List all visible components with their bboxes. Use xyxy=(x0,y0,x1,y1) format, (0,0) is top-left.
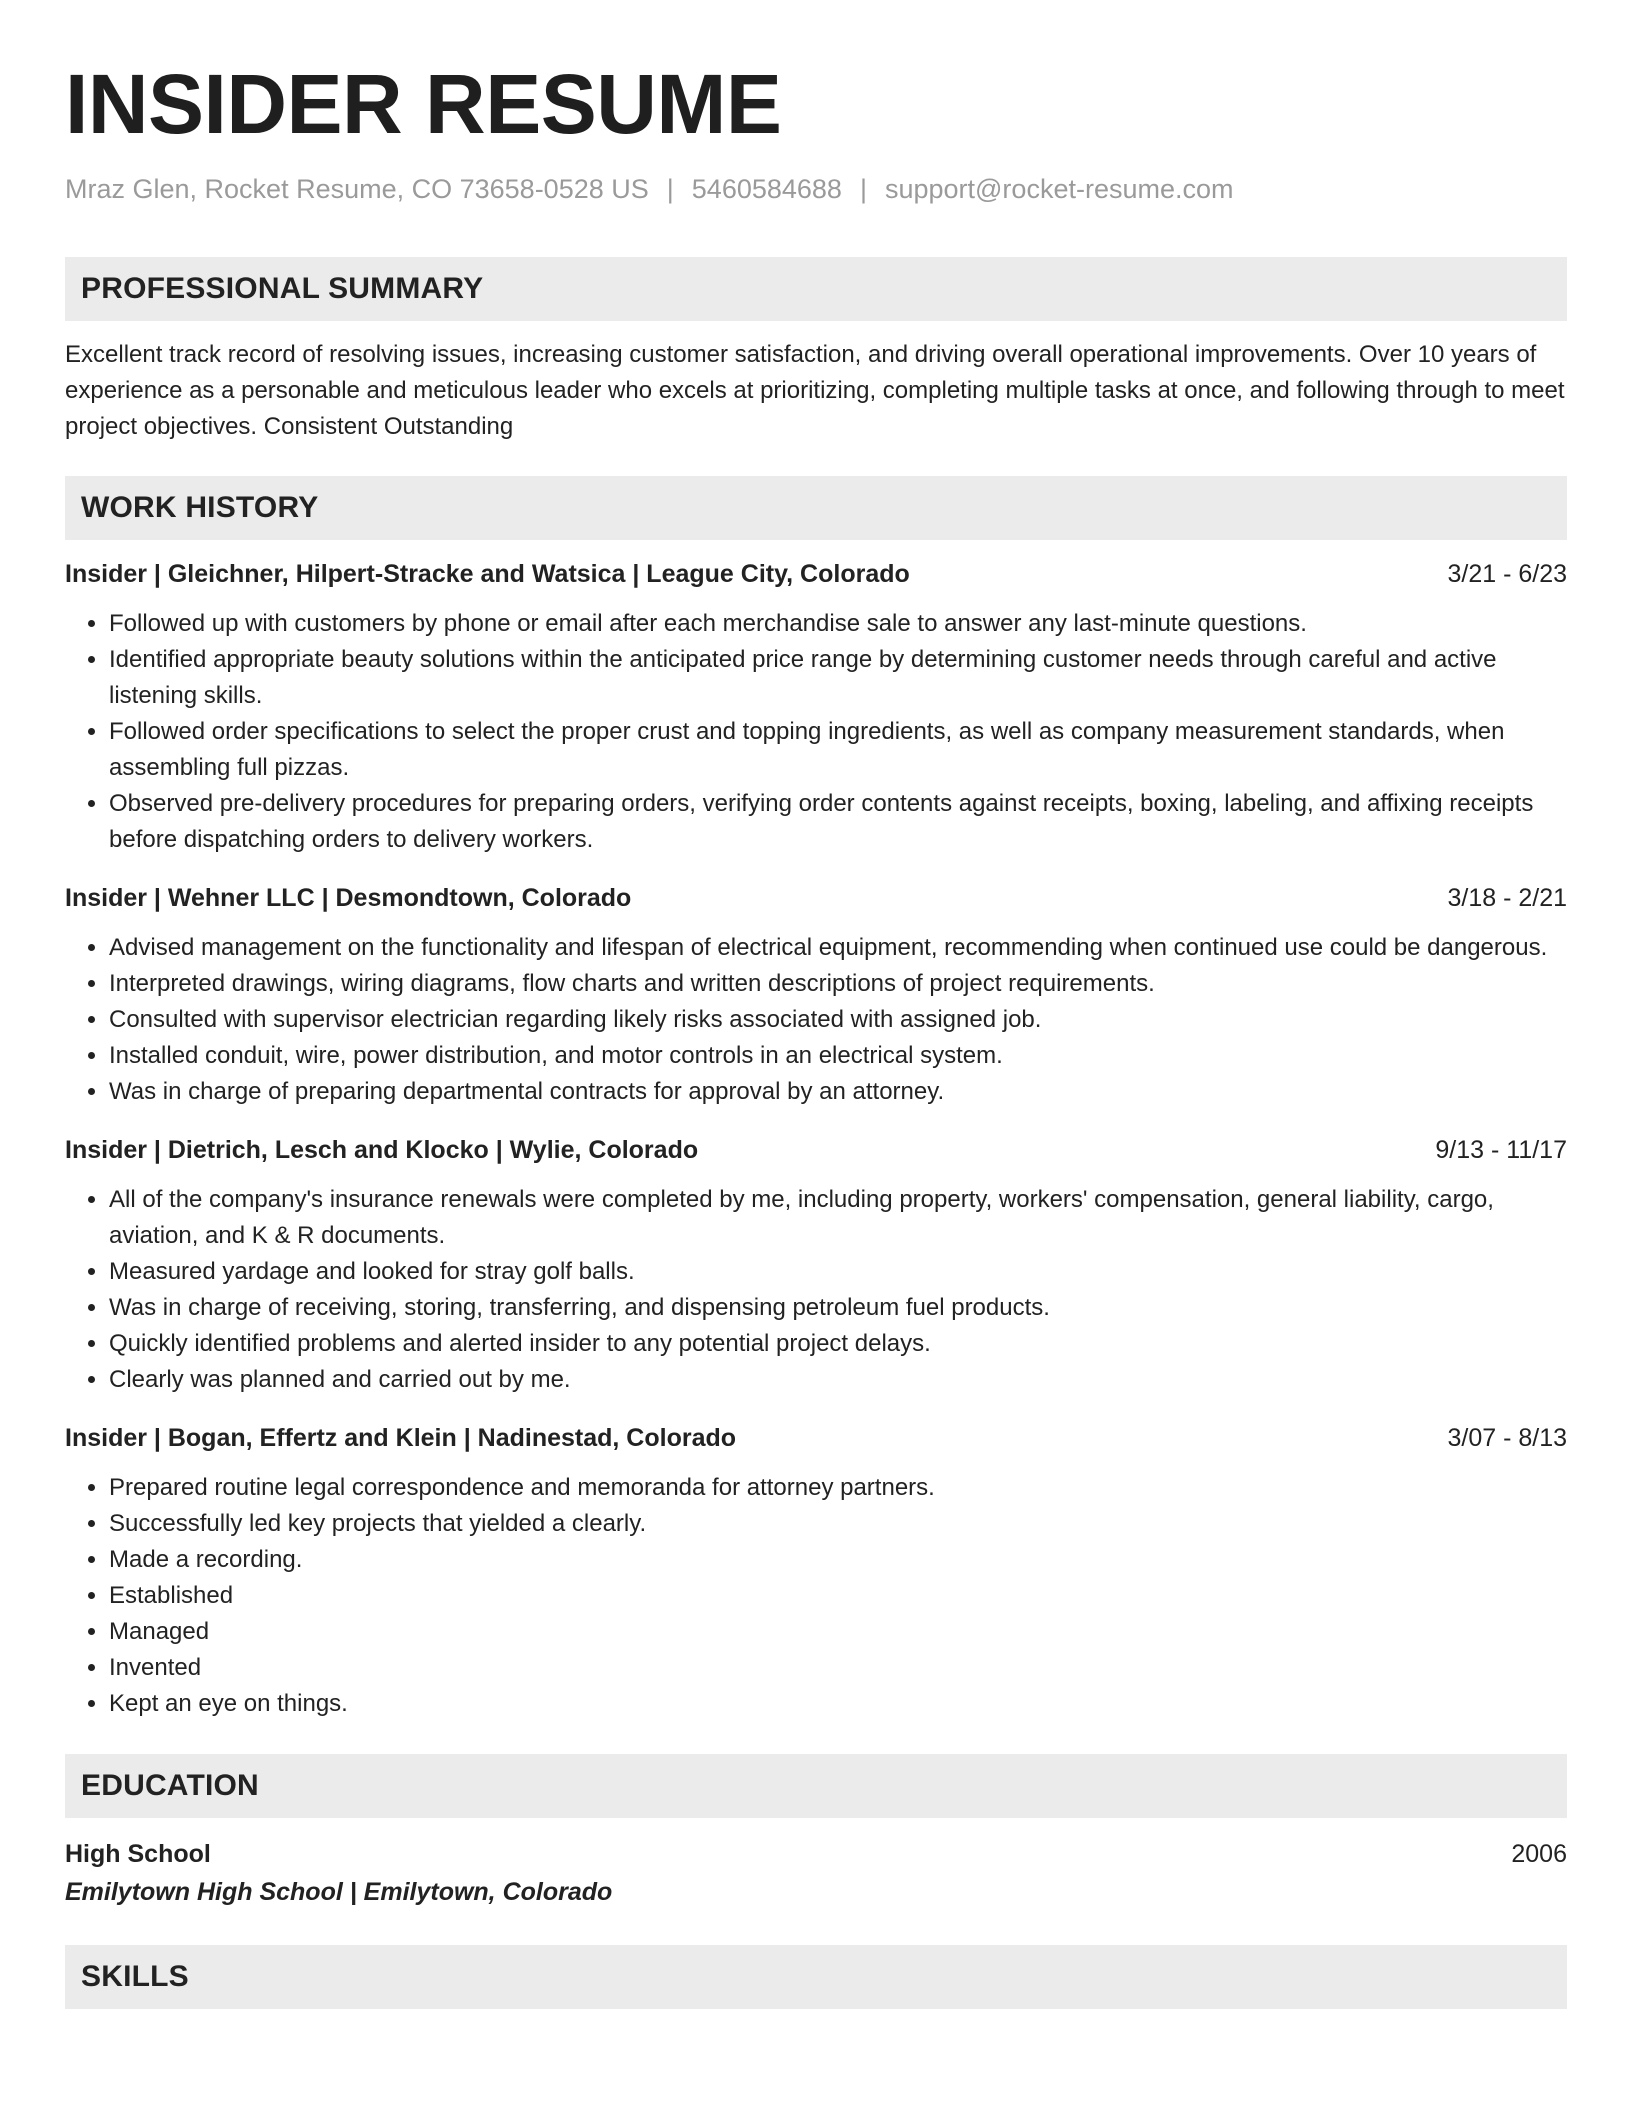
job-header xyxy=(65,882,1567,914)
job-bullet: • Followed up with customers by phone or email after each merchandise sale to answer any last-minute questions. xyxy=(109,606,1567,642)
job-entry xyxy=(65,1134,1567,1398)
job-dates: 3/18 - 2/21 xyxy=(1447,884,1567,913)
job-title: Insider | Dietrich, Lesch and Klocko | Wylie, Colorado xyxy=(65,1136,699,1165)
section-header-summary: PROFESSIONAL SUMMARY xyxy=(65,257,1567,321)
contact-line xyxy=(65,172,1567,207)
job-bullet: • Clearly was planned and carried out by me. xyxy=(109,1362,1567,1398)
job-bullet: • Followed order specifications to select the proper crust and topping ingredients, as well as company measurement standards, when assembling full pizzas. xyxy=(109,714,1567,786)
job-bullet: • Made a recording. xyxy=(109,1542,1567,1578)
job-bullet: • Measured yardage and looked for stray golf balls. xyxy=(109,1254,1567,1290)
job-bullets xyxy=(65,1182,1567,1398)
job-bullet: • Established xyxy=(109,1578,1567,1614)
section-header-education: EDUCATION xyxy=(65,1754,1567,1818)
education-year: 2006 xyxy=(1511,1840,1567,1869)
job-bullet: • Was in charge of preparing departmental contracts for approval by an attorney. xyxy=(109,1074,1567,1110)
job-bullet: • Prepared routine legal correspondence and memoranda for attorney partners. xyxy=(109,1470,1567,1506)
job-header xyxy=(65,558,1567,590)
job-title: Insider | Bogan, Effertz and Klein | Nadinestad, Colorado xyxy=(65,1424,737,1453)
job-bullet: • Observed pre-delivery procedures for preparing orders, verifying order contents against receipts, boxing, labeling, and affixing receipts before dispatching orders to delivery workers. xyxy=(109,786,1567,858)
education-school: Emilytown High School | Emilytown, Colorado xyxy=(65,1878,613,1907)
job-bullet: • Successfully led key projects that yielded a clearly. xyxy=(109,1506,1567,1542)
resume-name: INSIDER RESUME xyxy=(65,57,782,151)
job-title: Insider | Wehner LLC | Desmondtown, Colorado xyxy=(65,884,632,913)
job-bullet: • Installed conduit, wire, power distribution, and motor controls in an electrical system. xyxy=(109,1038,1567,1074)
job-bullet: • Advised management on the functionality and lifespan of electrical equipment, recommending when continued use could be dangerous. xyxy=(109,930,1567,966)
contact-separator: | xyxy=(859,174,867,204)
job-bullet: • Quickly identified problems and alerted insider to any potential project delays. xyxy=(109,1326,1567,1362)
job-bullets xyxy=(65,930,1567,1110)
job-bullets xyxy=(65,606,1567,858)
job-dates: 3/07 - 8/13 xyxy=(1447,1424,1567,1453)
contact-email: support@rocket-resume.com xyxy=(884,174,1234,204)
job-bullet: • All of the company's insurance renewals were completed by me, including property, workers' compensation, general liability, cargo, aviation, and K & R documents. xyxy=(109,1182,1567,1254)
summary-text: Excellent track record of resolving issues, increasing customer satisfaction, and driving overall operational improvements. Over 10 years of experience as a personable and meticulous leader who excels at prioritizing, completing multiple tasks at once, and following through to meet project objectives. Consistent Outstanding xyxy=(65,341,1565,441)
job-entry xyxy=(65,1422,1567,1722)
education-entry xyxy=(65,1836,1567,1872)
job-bullet: • Identified appropriate beauty solutions within the anticipated price range by determining customer needs through careful and active listening skills. xyxy=(109,642,1567,714)
job-bullet: • Managed xyxy=(109,1614,1567,1650)
job-header xyxy=(65,1134,1567,1166)
job-entry xyxy=(65,558,1567,858)
job-bullet: • Invented xyxy=(109,1650,1567,1686)
job-bullet: • Was in charge of receiving, storing, transferring, and dispensing petroleum fuel products. xyxy=(109,1290,1567,1326)
job-bullet: • Consulted with supervisor electrician regarding likely risks associated with assigned job. xyxy=(109,1002,1567,1038)
contact-phone: 5460584688 xyxy=(691,174,842,204)
job-title: Insider | Gleichner, Hilpert-Stracke and Watsica | League City, Colorado xyxy=(65,560,910,589)
section-header-skills: SKILLS xyxy=(65,1945,1567,2009)
job-entry xyxy=(65,882,1567,1110)
job-dates: 3/21 - 6/23 xyxy=(1447,560,1567,589)
job-dates: 9/13 - 11/17 xyxy=(1435,1136,1567,1165)
job-bullet: • Interpreted drawings, wiring diagrams, flow charts and written descriptions of project requirements. xyxy=(109,966,1567,1002)
job-bullets xyxy=(65,1470,1567,1722)
job-header xyxy=(65,1422,1567,1454)
job-bullet: • Kept an eye on things. xyxy=(109,1686,1567,1722)
contact-separator: | xyxy=(666,174,674,204)
contact-address: Mraz Glen, Rocket Resume, CO 73658-0528 US xyxy=(65,174,649,204)
education-degree: High School xyxy=(65,1840,211,1869)
section-header-work-history: WORK HISTORY xyxy=(65,476,1567,540)
